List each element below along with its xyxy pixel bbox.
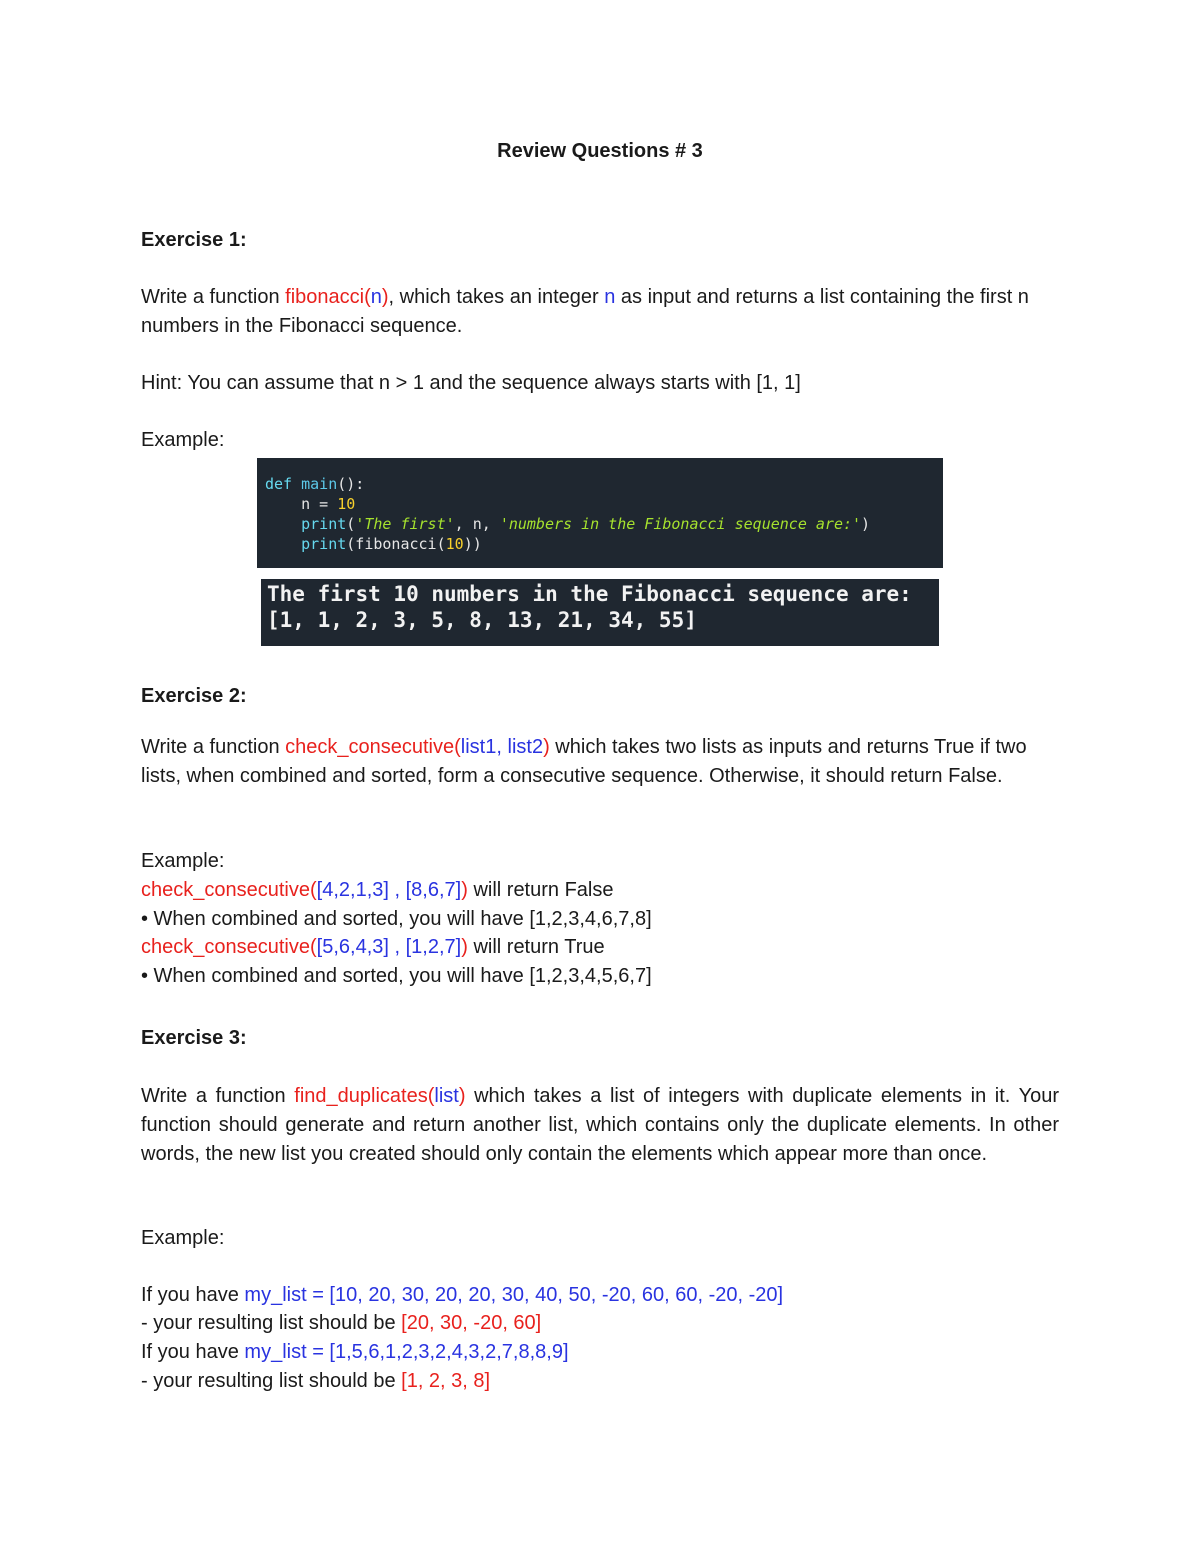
exercise-2-example-line-4: • When combined and sorted, you will have [1,2,3,4,5,6,7] <box>141 965 652 987</box>
assignment: n = <box>301 495 338 513</box>
exercise-3-example-line-3 <box>141 1338 1059 1367</box>
punct: (): <box>337 475 365 493</box>
text: which takes two lists as inputs and returns True if two lists, when combined and sorted, form a consecutive sequence. Otherwise, it should return False. <box>141 736 1027 787</box>
text: If you have <box>141 1284 245 1306</box>
function-name: fibonacci( <box>285 286 371 308</box>
text: - your resulting list should be <box>141 1370 402 1392</box>
call: (fibonacci( <box>346 535 446 553</box>
text: Write a function <box>141 1085 295 1107</box>
list-arg: [5,6,4,3] <box>316 936 389 958</box>
exercise-3-example-line-1 <box>141 1281 1059 1310</box>
paren: ) <box>461 936 468 958</box>
param: n <box>604 286 616 308</box>
exercise-3-heading: Exercise 3: <box>141 1027 247 1049</box>
param: list <box>434 1085 459 1107</box>
result-value: [20, 30, -20, 60] <box>401 1312 542 1334</box>
number: 10 <box>337 495 356 513</box>
console-output <box>261 579 939 646</box>
exercise-2-heading: Exercise 2: <box>141 685 247 707</box>
exercise-3-example-label: Example: <box>141 1227 225 1249</box>
exercise-1-example-label: Example: <box>141 429 225 451</box>
function-call: check_consecutive( <box>141 879 317 901</box>
builtin: print <box>301 535 347 553</box>
text: - your resulting list should be <box>141 1312 402 1334</box>
text: will return False <box>467 879 614 901</box>
text: , which takes an integer <box>388 286 605 308</box>
exercise-2-example-label: Example: <box>141 850 225 872</box>
list-value: my_list = [1,5,6,1,2,3,2,4,3,2,7,8,8,9] <box>244 1341 569 1363</box>
exercise-2-description <box>141 733 1059 791</box>
exercise-2-example-line-1 <box>141 876 1059 905</box>
punct: )) <box>463 535 482 553</box>
function-name: check_consecutive( <box>285 736 461 758</box>
output-line-1: The first 10 numbers in the Fibonacci sequence are: <box>267 582 912 606</box>
list-arg: [1,2,7] <box>405 936 462 958</box>
param: list1 <box>460 736 497 758</box>
param-sep: , <box>496 736 508 758</box>
keyword: def <box>265 475 293 493</box>
paren: ) <box>381 286 389 308</box>
text: as input and returns a list containing the first n numbers in the Fibonacci sequence. <box>141 286 1029 337</box>
text: If you have <box>141 1341 245 1363</box>
paren: ) <box>543 736 550 758</box>
function-name: find_duplicates( <box>294 1085 435 1107</box>
string: 'The first' <box>355 515 455 533</box>
exercise-3-example-line-4 <box>141 1367 1059 1396</box>
builtin: print <box>301 515 347 533</box>
text: Write a function <box>141 286 286 308</box>
paren: ) <box>458 1085 466 1107</box>
punct: ) <box>861 515 871 533</box>
sep: , <box>388 936 406 958</box>
exercise-3-description <box>141 1082 1059 1169</box>
text: Write a function <box>141 736 286 758</box>
exercise-1-description <box>141 283 1059 341</box>
sep: , <box>388 879 406 901</box>
param: list2 <box>507 736 544 758</box>
punct: ( <box>346 515 356 533</box>
list-value: my_list = [10, 20, 30, 20, 20, 30, 40, 50, -20, 60, 60, -20, -20] <box>244 1284 784 1306</box>
exercise-1-hint: Hint: You can assume that n > 1 and the sequence always starts with [1, 1] <box>141 372 801 394</box>
function-call: check_consecutive( <box>141 936 317 958</box>
list-arg: [4,2,1,3] <box>316 879 389 901</box>
string: 'numbers in the Fibonacci sequence are:' <box>499 515 862 533</box>
punct: , n, <box>454 515 500 533</box>
output-line-2: [1, 1, 2, 3, 5, 8, 13, 21, 34, 55] <box>267 608 697 632</box>
exercise-1-heading: Exercise 1: <box>141 229 247 251</box>
exercise-2-example-line-3 <box>141 933 1059 962</box>
paren: ) <box>461 879 468 901</box>
page-title: Review Questions # 3 <box>497 140 703 162</box>
text: which takes a list of integers with duplicate elements in it. Your function should generate and return another list, which contains only the duplicate elements. In other words, the new list you created should only contain the elements which appear more than once. <box>141 1085 1060 1165</box>
exercise-3-example-line-2 <box>141 1309 1059 1338</box>
list-arg: [8,6,7] <box>405 879 462 901</box>
text: will return True <box>467 936 605 958</box>
param: n <box>370 286 382 308</box>
exercise-2-example-line-2: • When combined and sorted, you will have [1,2,3,4,6,7,8] <box>141 908 652 930</box>
number: 10 <box>445 535 464 553</box>
code-block <box>257 458 943 568</box>
function-name: main <box>301 475 338 493</box>
result-value: [1, 2, 3, 8] <box>401 1370 491 1392</box>
